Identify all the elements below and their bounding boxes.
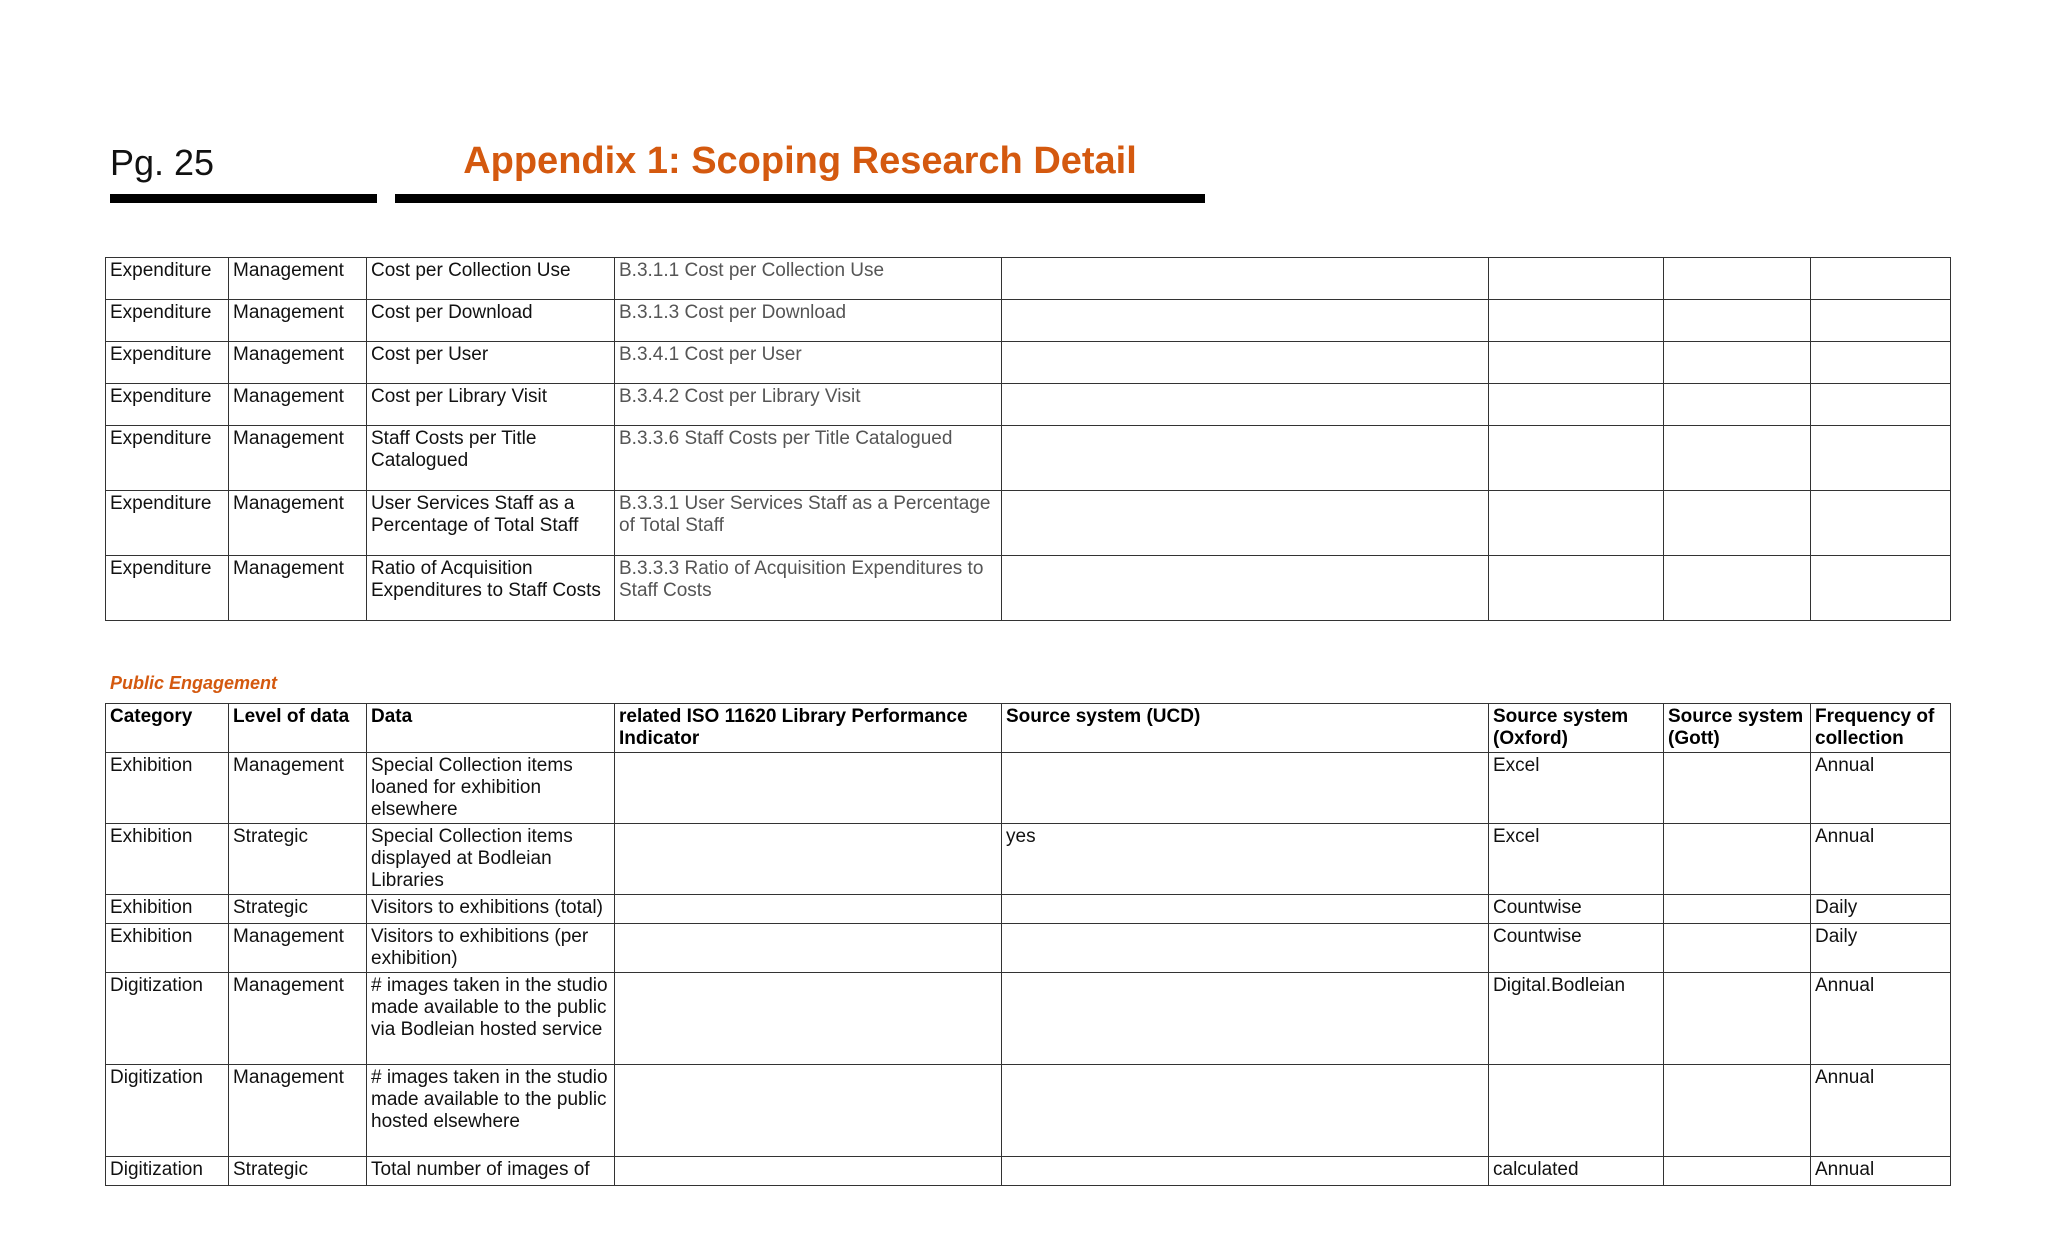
cell-frequency: Annual xyxy=(1811,973,1951,1065)
cell-ucd xyxy=(1002,895,1489,924)
cell-oxford: Excel xyxy=(1489,753,1664,824)
cell-level: Management xyxy=(229,491,367,556)
cell-frequency: Annual xyxy=(1811,1065,1951,1157)
header-category: Category xyxy=(106,704,229,753)
table-row xyxy=(106,384,1951,426)
cell-ucd: yes xyxy=(1002,824,1489,895)
cell-oxford xyxy=(1489,556,1664,621)
page-title: Appendix 1: Scoping Research Detail xyxy=(463,140,1137,182)
cell-level: Strategic xyxy=(229,824,367,895)
cell-frequency: Annual xyxy=(1811,753,1951,824)
section-title-public-engagement: Public Engagement xyxy=(110,673,278,693)
cell-category: Expenditure xyxy=(106,556,229,621)
cell-ucd xyxy=(1002,258,1489,300)
cell-level: Management xyxy=(229,924,367,973)
cell-ucd xyxy=(1002,924,1489,973)
table-row xyxy=(106,258,1951,300)
cell-category: Exhibition xyxy=(106,895,229,924)
cell-ucd xyxy=(1002,426,1489,491)
table-row xyxy=(106,895,1951,924)
table-row xyxy=(106,426,1951,491)
cell-category: Digitization xyxy=(106,973,229,1065)
cell-indicator xyxy=(615,824,1002,895)
cell-indicator: B.3.3.1 User Services Staff as a Percentage of Total Staff xyxy=(615,491,1002,556)
cell-oxford xyxy=(1489,342,1664,384)
cell-gott xyxy=(1664,973,1811,1065)
cell-frequency xyxy=(1811,556,1951,621)
cell-data: Special Collection items loaned for exhibition elsewhere xyxy=(367,753,615,824)
table-row xyxy=(106,1157,1951,1186)
cell-gott xyxy=(1664,300,1811,342)
cell-ucd xyxy=(1002,753,1489,824)
cell-ucd xyxy=(1002,342,1489,384)
cell-frequency: Daily xyxy=(1811,924,1951,973)
cell-oxford xyxy=(1489,258,1664,300)
cell-level: Management xyxy=(229,753,367,824)
cell-data: User Services Staff as a Percentage of Total Staff xyxy=(367,491,615,556)
cell-indicator: B.3.3.6 Staff Costs per Title Catalogued xyxy=(615,426,1002,491)
cell-level: Management xyxy=(229,556,367,621)
table-row xyxy=(106,556,1951,621)
cell-ucd xyxy=(1002,973,1489,1065)
cell-data: Cost per User xyxy=(367,342,615,384)
cell-indicator: B.3.4.1 Cost per User xyxy=(615,342,1002,384)
table-row xyxy=(106,342,1951,384)
cell-frequency: Annual xyxy=(1811,1157,1951,1186)
cell-indicator: B.3.1.3 Cost per Download xyxy=(615,300,1002,342)
cell-frequency xyxy=(1811,258,1951,300)
cell-indicator: B.3.1.1 Cost per Collection Use xyxy=(615,258,1002,300)
cell-level: Strategic xyxy=(229,1157,367,1186)
cell-level: Management xyxy=(229,384,367,426)
cell-category: Expenditure xyxy=(106,300,229,342)
cell-indicator: B.3.3.3 Ratio of Acquisition Expenditures to Staff Costs xyxy=(615,556,1002,621)
cell-indicator xyxy=(615,973,1002,1065)
header-data: Data xyxy=(367,704,615,753)
cell-oxford: calculated xyxy=(1489,1157,1664,1186)
table-row xyxy=(106,1065,1951,1157)
cell-data: Cost per Download xyxy=(367,300,615,342)
cell-ucd xyxy=(1002,491,1489,556)
cell-frequency xyxy=(1811,300,1951,342)
expenditure-table xyxy=(105,257,1951,621)
cell-level: Management xyxy=(229,426,367,491)
cell-indicator xyxy=(615,924,1002,973)
cell-gott xyxy=(1664,1157,1811,1186)
cell-frequency xyxy=(1811,342,1951,384)
cell-oxford: Countwise xyxy=(1489,895,1664,924)
cell-category: Expenditure xyxy=(106,426,229,491)
cell-gott xyxy=(1664,491,1811,556)
cell-frequency xyxy=(1811,426,1951,491)
cell-gott xyxy=(1664,384,1811,426)
cell-ucd xyxy=(1002,300,1489,342)
cell-data: Cost per Collection Use xyxy=(367,258,615,300)
cell-ucd xyxy=(1002,384,1489,426)
cell-ucd xyxy=(1002,1065,1489,1157)
cell-gott xyxy=(1664,753,1811,824)
cell-frequency: Annual xyxy=(1811,824,1951,895)
cell-gott xyxy=(1664,1065,1811,1157)
cell-level: Management xyxy=(229,973,367,1065)
cell-indicator: B.3.4.2 Cost per Library Visit xyxy=(615,384,1002,426)
cell-data: Ratio of Acquisition Expenditures to Staff Costs xyxy=(367,556,615,621)
cell-data: Staff Costs per Title Catalogued xyxy=(367,426,615,491)
cell-gott xyxy=(1664,556,1811,621)
cell-oxford xyxy=(1489,426,1664,491)
cell-gott xyxy=(1664,342,1811,384)
table-row xyxy=(106,924,1951,973)
header-indicator: related ISO 11620 Library Performance Indicator xyxy=(615,704,1002,753)
cell-category: Expenditure xyxy=(106,258,229,300)
page-number: Pg. 25 xyxy=(110,142,215,183)
cell-gott xyxy=(1664,924,1811,973)
cell-oxford xyxy=(1489,300,1664,342)
table-row xyxy=(106,491,1951,556)
cell-ucd xyxy=(1002,556,1489,621)
cell-level: Management xyxy=(229,342,367,384)
cell-data: # images taken in the studio made available to the public hosted elsewhere xyxy=(367,1065,615,1157)
public-engagement-table xyxy=(105,703,1951,1186)
cell-category: Exhibition xyxy=(106,824,229,895)
header-frequency: Frequency of collection xyxy=(1811,704,1951,753)
cell-frequency xyxy=(1811,491,1951,556)
cell-ucd xyxy=(1002,1157,1489,1186)
header-source-ucd: Source system (UCD) xyxy=(1002,704,1489,753)
header-rule-left xyxy=(110,194,377,203)
cell-level: Management xyxy=(229,300,367,342)
cell-data: Cost per Library Visit xyxy=(367,384,615,426)
cell-category: Digitization xyxy=(106,1065,229,1157)
cell-level: Strategic xyxy=(229,895,367,924)
table-row xyxy=(106,753,1951,824)
cell-oxford xyxy=(1489,1065,1664,1157)
cell-gott xyxy=(1664,824,1811,895)
table-header-row xyxy=(106,704,1951,753)
cell-indicator xyxy=(615,1157,1002,1186)
cell-data: # images taken in the studio made available to the public via Bodleian hosted service xyxy=(367,973,615,1065)
cell-category: Expenditure xyxy=(106,384,229,426)
header-level: Level of data xyxy=(229,704,367,753)
cell-gott xyxy=(1664,895,1811,924)
cell-data: Total number of images of xyxy=(367,1157,615,1186)
table-row xyxy=(106,300,1951,342)
cell-data: Visitors to exhibitions (total) xyxy=(367,895,615,924)
cell-gott xyxy=(1664,426,1811,491)
table-row xyxy=(106,973,1951,1065)
header-rule-right xyxy=(395,194,1205,203)
cell-oxford: Countwise xyxy=(1489,924,1664,973)
cell-oxford xyxy=(1489,384,1664,426)
cell-category: Expenditure xyxy=(106,491,229,556)
header-source-oxford: Source system (Oxford) xyxy=(1489,704,1664,753)
cell-data: Visitors to exhibitions (per exhibition) xyxy=(367,924,615,973)
cell-category: Exhibition xyxy=(106,753,229,824)
cell-category: Exhibition xyxy=(106,924,229,973)
cell-category: Expenditure xyxy=(106,342,229,384)
table-row xyxy=(106,824,1951,895)
cell-indicator xyxy=(615,1065,1002,1157)
cell-oxford xyxy=(1489,491,1664,556)
cell-frequency xyxy=(1811,384,1951,426)
cell-oxford: Digital.Bodleian xyxy=(1489,973,1664,1065)
cell-indicator xyxy=(615,895,1002,924)
cell-level: Management xyxy=(229,1065,367,1157)
cell-data: Special Collection items displayed at Bodleian Libraries xyxy=(367,824,615,895)
cell-level: Management xyxy=(229,258,367,300)
cell-oxford: Excel xyxy=(1489,824,1664,895)
cell-frequency: Daily xyxy=(1811,895,1951,924)
cell-category: Digitization xyxy=(106,1157,229,1186)
header-source-gott: Source system (Gott) xyxy=(1664,704,1811,753)
cell-indicator xyxy=(615,753,1002,824)
cell-gott xyxy=(1664,258,1811,300)
